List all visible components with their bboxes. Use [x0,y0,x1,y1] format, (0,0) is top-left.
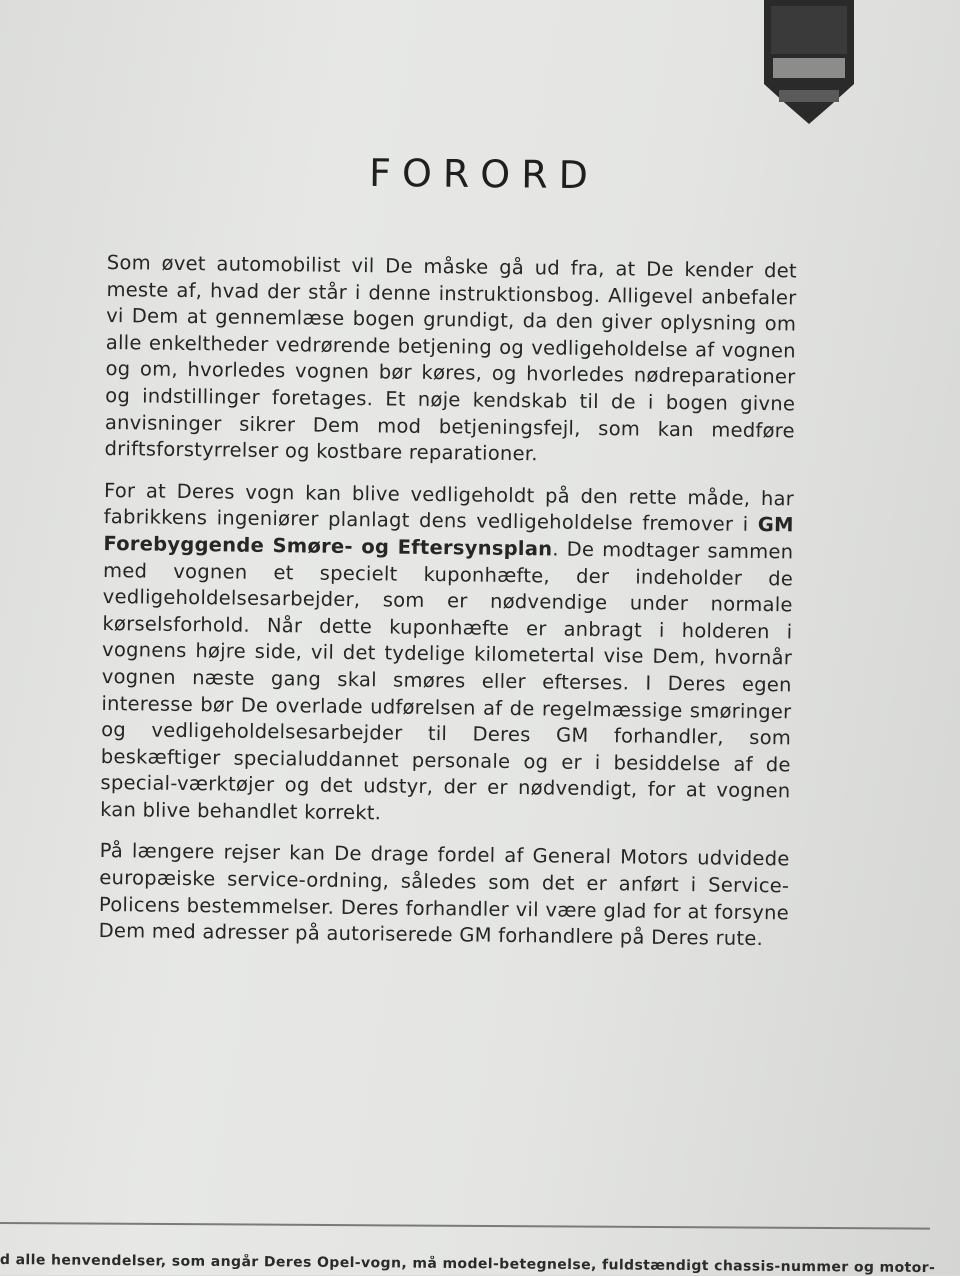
body-text [98,250,797,968]
paragraph-travel: På længere rejser kan De drage fordel af General Motors udvidede europæiske service-ordning, således som det er anført i Service-Policens bestemmelser. Deres forhandler vil være glad for at forsyne Dem med adresser på autoriserede GM forhandlere på Deres rute. [98,839,790,951]
footer-divider [0,1222,930,1230]
gm-service-badge [762,0,856,124]
paragraph-maintenance-rest: . De modtager sammen med vognen et specielt kuponhæfte, der indeholder de vedligeholdelsesarbejder, som er nødvendige under normale kørselsforhold. Når dette kuponhæfte er anbragt i holderen i vognens højre side, vil det tydelige kilometertal vise Dem, hvornår vognen næste gang skal smøres eller efterses. I Deres egen interesse bør De overlade udførelsen af de regelmæssige smøringer og vedligeholdelsesarbejder til Deres GM forhandler, som beskæftiger specialuddannet personale og er i besiddelse af de special-værktøjer og det udstyr, der er nødvendigt, for at vognen kan blive behandlet korrekt. [100,537,794,825]
maintenance-plan-name: GM Forebyggende Smøre- og Eftersynsplan [103,513,794,561]
paragraph-intro: Som øvet automobilist vil De måske gå ud fra, at De kender det meste af, hvad der står i denne instruktionsbog. Alligevel anbefaler vi Dem at gennemlæse bogen grundigt, da den giver oplysning om alle enkeltheder vedrørende betjening og vedligeholdelse af vognen og om, hvorledes vognen bør køres, og hvorledes nødreparationer og indstillinger foretages. Et nøje kendskab til de i bogen givne anvisninger sikrer Dem mod betjeningsfejl, som kan medføre driftsforstyrrelser og kostbare reparationer. [104,250,797,466]
paragraph-maintenance [100,478,794,832]
paragraph-maintenance-lead: For at Deres vogn kan blive vedligeholdt på den rette måde, har fabrikkens ingeniører planlagt dens vedligeholdelse fremover i [103,478,795,537]
footer-note: d alle henvendelser, som angår Deres Opel-vogn, må model-betegnelse, fuldstændigt chassis-nummer og motor- [0,1252,936,1276]
page-title: FORORD [368,150,600,198]
